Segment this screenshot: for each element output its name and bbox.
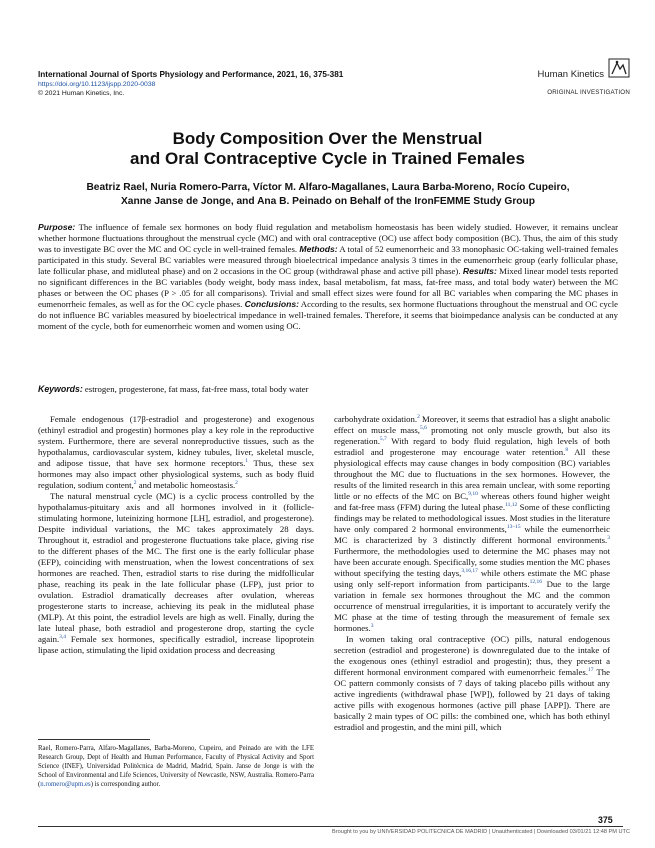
footnote-divider xyxy=(38,739,150,740)
abstract-purpose-label: Purpose: xyxy=(38,222,76,232)
abstract-conclusions: According to the results, sex hormone fluctuations throughout the menstrual and OC cycle do not influence BC variables measured by bioelectrical impedance in well-trained females. Therefore, it seems that bioimpedance analysis can be conducted at any moment of the cycle, both for eumenorrheic women and women using OC. xyxy=(38,299,619,331)
authors-line-1: Beatriz Rael, Nuria Romero-Parra, Víctor M. Alfaro-Magallanes, Laura Barba-Moreno, Rocío Cupeiro, xyxy=(86,182,570,193)
copyright: © 2021 Human Kinetics, Inc. xyxy=(38,90,125,97)
text-span: ) is corresponding author. xyxy=(90,781,161,788)
download-watermark: Brought to you by UNIVERSIDAD POLITECNICA DE MADRID | Unauthenticated | Downloaded 03/01/21 12:48 PM UTC xyxy=(332,829,630,835)
corresponding-email-link[interactable]: n.romero@upm.es xyxy=(40,781,91,788)
citation-link[interactable]: 2 xyxy=(133,480,137,487)
author-affiliations-footnote xyxy=(38,744,314,789)
text-span: Furthermore, the methodologies used to determine the MC phases may not have been accurate enough. Specifically, some studies mention the MC phases without specifying the testing days, xyxy=(334,546,610,578)
citation-link[interactable]: 2 xyxy=(417,414,420,421)
citation-link[interactable]: 5,7 xyxy=(379,436,387,443)
publisher-name: Human Kinetics xyxy=(537,69,604,80)
text-span: promoting not only muscle growth, but also its regeneration. xyxy=(334,425,610,446)
citation-link[interactable]: 3 xyxy=(607,535,610,542)
author-list xyxy=(38,181,618,209)
abstract-methods: A total of 52 eumenorrheic and 33 monophasic OC-taking well-trained females participated in this study. Several BC variables were measured through bioelectrical impedance analysis 3 times in the eumenorrheic group (early follicular phase, late follicular phase, and midluteal phase) and on 2 occasions in the OC group (withdrawal phase and active pill phase). xyxy=(38,244,618,276)
text-span: whereas others found higher weight and fat-free mass (FFM) during the luteal phase. xyxy=(334,491,610,512)
abstract-results: Mixed linear model tests reported no significant differences in the BC variables (body weight, body mass index, basal metabolism, fat mass, fat-free mass, and total body water) between the MC phases or between the OC phases (P > .05 for all comparisons). Trivial and small effect sizes were found for all BC variables when comparing the MC phases in eumenorrheic females, as well as for the OC cycle phases. xyxy=(38,266,618,309)
text-span: All these physiological effects may cause changes in body composition (BC) variables throughout the MC due to fluctuations in the sex hormones. However, the results of the limited research in this area remain unclear, with some reporting little or no effects of the MC on BC, xyxy=(334,447,610,501)
text-span: Female sex hormones, specifically estradiol, increase lipoprotein lipase action, stimulating the lipid oxidation process and decreasing xyxy=(38,634,314,655)
text-span: while others estimate the MC phase using only self-report information from participants. xyxy=(334,568,610,589)
citation-link[interactable]: 12,16 xyxy=(529,579,542,586)
text-span: Rael, Romero-Parra, Alfaro-Magallanes, Barba-Moreno, Cupeiro, and Peinado are with the LFE Research Group, Dept of Health and Human Performance, Faculty of Physical Activity and Sport Science (INEF), Universidad Politécnica de Madrid, Madrid, Spain. Janse de Jonge is with the School of Environmental and Life Sciences, University of Newcastle, NSW, Australia. Romero-Parra ( xyxy=(38,745,314,788)
text-span: Moreover, it seems that estradiol has a slight anabolic effect on muscle mass, xyxy=(334,414,611,435)
text-span: while the eumenorrheic MC is characterized by 3 distinctly different hormonal environments. xyxy=(334,524,610,545)
citation-link[interactable]: 3,4 xyxy=(59,634,67,641)
publisher-logo xyxy=(538,58,630,98)
text-span: In women taking oral contraceptive (OC) pills, natural endogenous secretion (estradiol and progesterone) is downregulated due to the intake of the exogenous ones (ethinyl estradiol and progestin); thus, they present a different hormonal environment compared with eumenorrheic females. xyxy=(334,634,610,677)
text-span: The OC pattern commonly consists of 7 days of taking placebo pills without any active ingredients (withdrawal phase [WP]), followed by 21 days of taking active pills with exogenous hormones (active pill phase [APP]). There are basically 2 main types of OC pills: the combined one, which has both ethinyl estradiol and progestin, and the mini pill, which xyxy=(334,667,610,732)
human-kinetics-logo-icon xyxy=(608,58,630,78)
citation-link[interactable]: 17 xyxy=(587,667,594,674)
article-section: ORIGINAL INVESTIGATION xyxy=(547,89,630,96)
article-title xyxy=(40,129,615,169)
citation-link[interactable]: 3,16,17 xyxy=(461,568,478,575)
text-span: Due to the large variation in female sex hormones throughout the MC and the common occurrence of menstrual irregularities, it is important to accurately verify the MC phase at the time of testing through the measurement of female sex hormones. xyxy=(334,579,610,633)
paragraph xyxy=(334,414,610,634)
abstract-methods-label: Methods: xyxy=(299,244,338,254)
text-span: carbohydrate oxidation. xyxy=(334,414,418,424)
journal-name: International Journal of Sports Physiology and Performance, xyxy=(38,70,275,79)
citation-link[interactable]: 2 xyxy=(235,480,238,487)
keywords xyxy=(38,384,618,394)
citation-link[interactable]: 3 xyxy=(370,623,374,630)
doi-link[interactable]: https://doi.org/10.1123/ijspp.2020-0038 xyxy=(38,81,156,88)
journal-citation xyxy=(38,70,458,80)
paragraph xyxy=(38,414,314,491)
journal-header xyxy=(38,70,458,98)
journal-volume: 2021, 16, 375-381 xyxy=(276,70,344,79)
text-span: Some of these conflicting findings may be related to methodological issues. Most studies in the literature have only compared 2 hormonal environments, xyxy=(334,502,610,534)
title-line-1: Body Composition Over the Menstrual xyxy=(172,129,483,148)
citation-link[interactable]: 9,10 xyxy=(468,491,478,498)
abstract-purpose: The influence of female sex hormones on body fluid regulation and metabolism homeostasis has been widely studied. However, it remains unclear whether hormone fluctuations throughout the menstrual cycle (MC) and with oral contraceptive (OC) use affect body composition (BC). Thus, the aim of this study was to investigate BC over the MC and OC cycle in well-trained females. xyxy=(38,222,618,254)
body-column-right xyxy=(334,414,610,733)
page-number: 375 xyxy=(598,815,613,825)
authors-line-2: Xanne Janse de Jonge, and Ana B. Peinado on Behalf of the IronFEMME Study Group xyxy=(121,196,535,207)
bottom-divider xyxy=(38,826,623,827)
citation-link[interactable]: 8 xyxy=(565,447,569,454)
citation-link[interactable]: 1 xyxy=(245,458,249,465)
abstract-conclusions-label: Conclusions: xyxy=(244,299,299,309)
text-span: Female endogenous (17β-estradiol and progesterone) and exogenous (ethinyl estradiol and progestin) hormones play a key role in the reproductive system. Furthermore, there are several nonreproductive tissues, such as the hypothalamus, cardiovascular system, kidney tubules, liver, skeletal muscle, and adipose tissue, that have sex hormone receptors. xyxy=(38,414,314,468)
text-span: Thus, these sex hormones may also impact other physiological systems, such as body fluid regulation, sodium content, xyxy=(38,458,314,490)
paragraph xyxy=(38,491,314,656)
body-column-left xyxy=(38,414,314,656)
abstract xyxy=(38,222,618,332)
paragraph xyxy=(334,634,610,733)
citation-link[interactable]: 11,12 xyxy=(505,502,518,509)
keywords-label: Keywords: xyxy=(38,384,83,394)
text-span: and metabolic homeostasis. xyxy=(136,480,236,490)
citation-link[interactable]: 13–15 xyxy=(506,524,521,531)
title-line-2: and Oral Contraceptive Cycle in Trained Females xyxy=(130,149,525,168)
text-span: With regard to body fluid regulation, high levels of both estradiol and progesterone may encourage water retention. xyxy=(334,436,610,457)
keywords-text: estrogen, progesterone, fat mass, fat-free mass, total body water xyxy=(82,384,309,394)
citation-link[interactable]: 5,6 xyxy=(419,425,427,432)
abstract-results-label: Results: xyxy=(462,266,497,276)
text-span: The natural menstrual cycle (MC) is a cyclic process controlled by the hypothalamus-pituitary axis and all hormones involved in it (follicle-stimulating hormone, luteinizing hormone [LH], estradiol, and progesterone). Despite individual variations, the MC takes approximately 28 days. Throughout it, estradiol and progesterone fluctuations take place, giving rise to the different phases of the MC. The first one is the early follicular phase (EFP), coinciding with menstruation, when the lowest concentrations of sex hormones are reached. Then, estradiol starts to rise during the midfollicular phase, reaching its peak in the late follicular phase (LFP), just prior to ovulation. Estradiol dramatically decreases after ovulation, whereas progesterone starts to increase, achieving its peak in the midluteal phase (MLP). At this point, the estradiol levels are high as well. Finally, during the late luteal phase, both estradiol and progesterone drop, starting the cycle again. xyxy=(38,491,314,644)
